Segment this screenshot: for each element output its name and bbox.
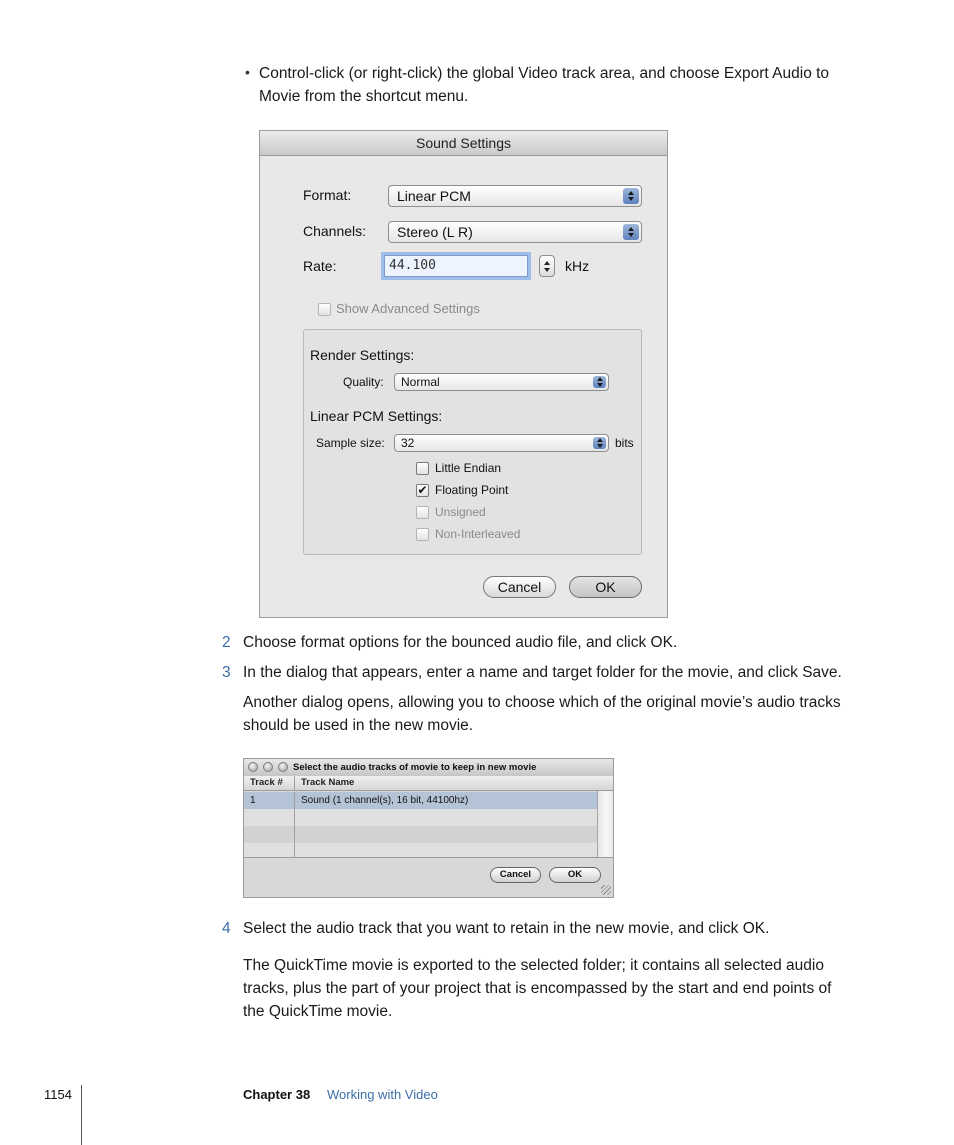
- step-number: 2: [222, 634, 231, 651]
- column-header-name[interactable]: Track Name: [295, 776, 613, 791]
- floating-point-label: Floating Point: [435, 483, 509, 497]
- cancel-button[interactable]: Cancel: [483, 576, 556, 598]
- format-value: Linear PCM: [397, 188, 471, 204]
- channels-popup[interactable]: [388, 221, 642, 243]
- channels-label: Channels:: [303, 223, 367, 239]
- track-selection-dialog: [243, 758, 614, 898]
- rate-label: Rate:: [303, 258, 337, 274]
- channels-value: Stereo (L R): [397, 224, 473, 240]
- step-text: In the dialog that appears, enter a name and target folder for the movie, and click Save.: [243, 664, 842, 681]
- zoom-icon[interactable]: [278, 762, 288, 772]
- render-settings-heading: Render Settings:: [310, 347, 415, 363]
- non-interleaved-checkbox[interactable]: [416, 528, 429, 541]
- non-interleaved-label: Non-Interleaved: [435, 527, 521, 541]
- dialog-title: Select the audio tracks of movie to keep in new movie: [293, 762, 537, 773]
- paragraph-line: Another dialog opens, allowing you to choose which of the original movie’s audio tracks: [243, 694, 841, 711]
- format-label: Format:: [303, 187, 352, 203]
- format-popup[interactable]: [388, 185, 642, 207]
- rate-stepper[interactable]: [539, 255, 555, 277]
- page-number: 1154: [44, 1087, 72, 1102]
- ok-button[interactable]: OK: [549, 867, 601, 883]
- table-bottom-border: [244, 857, 613, 858]
- popup-arrows-icon: [623, 224, 639, 240]
- sample-size-popup[interactable]: [394, 434, 609, 452]
- dialog-title: Sound Settings: [260, 131, 667, 156]
- step-number: 3: [222, 664, 231, 681]
- rate-field[interactable]: 44.100: [384, 255, 528, 277]
- close-icon[interactable]: [248, 762, 258, 772]
- intro-line-2: Movie from the shortcut menu.: [259, 88, 469, 105]
- column-header-track[interactable]: Track #: [244, 776, 295, 791]
- rate-unit: kHz: [565, 258, 590, 274]
- bullet-marker: •: [245, 64, 250, 80]
- quality-value: Normal: [401, 375, 440, 389]
- sample-size-value: 32: [401, 436, 415, 450]
- paragraph-line: tracks, plus the part of your project that is encompassed by the start and end points of: [243, 980, 832, 997]
- resize-grip-icon[interactable]: [601, 885, 611, 895]
- ok-button[interactable]: OK: [569, 576, 642, 598]
- step-text: Select the audio track that you want to retain in the new movie, and click OK.: [243, 920, 770, 937]
- little-endian-label: Little Endian: [435, 461, 502, 475]
- step-text: Choose format options for the bounced audio file, and click OK.: [243, 634, 678, 651]
- sample-size-unit: bits: [615, 436, 634, 450]
- table-row[interactable]: [244, 792, 597, 809]
- popup-arrows-icon: [593, 376, 606, 388]
- floating-point-checkbox[interactable]: ✔: [417, 483, 428, 497]
- chapter-label: Chapter 38: [243, 1087, 311, 1102]
- advanced-settings-group: [303, 329, 642, 555]
- chapter-name: Working with Video: [327, 1087, 438, 1102]
- cancel-button[interactable]: Cancel: [490, 867, 541, 883]
- unsigned-label: Unsigned: [435, 505, 486, 519]
- sample-size-label: Sample size:: [316, 436, 385, 450]
- vertical-scrollbar[interactable]: [597, 791, 614, 857]
- sound-settings-dialog: [259, 130, 668, 618]
- column-divider: [294, 792, 295, 857]
- minimize-icon[interactable]: [263, 762, 273, 772]
- paragraph-line: should be used in the new movie.: [243, 717, 474, 734]
- paragraph-line: the QuickTime movie.: [243, 1003, 393, 1020]
- table-row-empty: [244, 843, 597, 857]
- track-number-cell: 1: [250, 795, 256, 806]
- unsigned-checkbox[interactable]: [416, 506, 429, 519]
- quality-popup[interactable]: [394, 373, 609, 391]
- table-row-empty: [244, 826, 597, 843]
- track-name-cell: Sound (1 channel(s), 16 bit, 44100hz): [301, 795, 469, 806]
- popup-arrows-icon: [623, 188, 639, 204]
- step-number: 4: [222, 920, 231, 937]
- popup-arrows-icon: [593, 437, 606, 449]
- table-row-empty: [244, 809, 597, 826]
- advanced-settings-label: Show Advanced Settings: [336, 301, 480, 316]
- advanced-settings-checkbox[interactable]: [318, 303, 331, 316]
- pcm-settings-heading: Linear PCM Settings:: [310, 408, 443, 424]
- little-endian-checkbox[interactable]: [416, 462, 429, 475]
- dialog-titlebar: [244, 759, 613, 777]
- intro-line-1: Control-click (or right-click) the global Video track area, and choose Export Audio to: [259, 65, 830, 82]
- quality-label: Quality:: [343, 375, 384, 389]
- footer-rule: [81, 1085, 82, 1145]
- paragraph-line: The QuickTime movie is exported to the selected folder; it contains all selected audio: [243, 957, 824, 974]
